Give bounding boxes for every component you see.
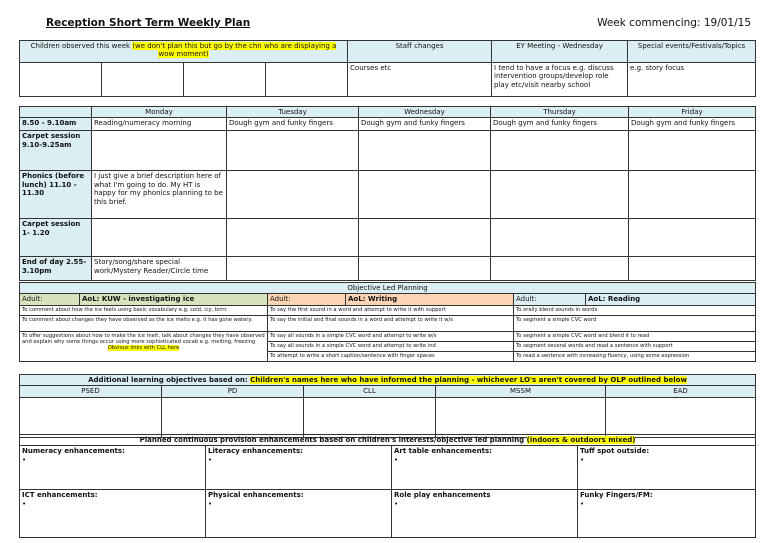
- area-cll: CLL: [304, 386, 436, 397]
- schedule-cell[interactable]: [491, 171, 629, 219]
- schedule-cell[interactable]: [359, 131, 491, 171]
- schedule-cell[interactable]: [227, 171, 359, 219]
- bullet: •: [208, 499, 213, 508]
- week-commencing: Week commencing: 19/01/15: [597, 17, 751, 29]
- time-slot-label: Carpet session 9.10-9.25am: [20, 131, 92, 171]
- literacy-enhancements-label: Literacy enhancements:: [208, 447, 303, 456]
- literacy-enhancements-cell[interactable]: [206, 446, 392, 490]
- cll-links-note: Obvious links with CLL here: [107, 345, 180, 352]
- time-slot-label: Phonics (before lunch) 11.10 - 11.30: [20, 171, 92, 219]
- objective-cell-cll[interactable]: [304, 397, 436, 437]
- schedule-cell[interactable]: [227, 131, 359, 171]
- top-info-table: [19, 40, 756, 97]
- observed-child-cell[interactable]: [184, 63, 266, 97]
- schedule-cell[interactable]: [359, 257, 491, 281]
- olp-aol-kuw: AoL: KUW - investigating ice: [80, 294, 268, 305]
- olp-adult-reading: Adult:: [514, 294, 586, 305]
- reading-objective: To segment a simple CVC word and blend it to read: [514, 331, 756, 341]
- additional-objectives-table: [19, 374, 756, 438]
- additional-note: Children's names here who have informed the planning - whichever LO's aren't covered by OLP outlined below: [250, 376, 687, 384]
- time-slot-label: End of day 2.55-3.10pm: [20, 257, 92, 281]
- art-table-enhancements-label: Art table enhancements:: [394, 447, 492, 456]
- ict-enhancements-cell[interactable]: [20, 490, 206, 538]
- day-header-wednesday: Wednesday: [359, 107, 491, 118]
- area-psed: PSED: [20, 386, 162, 397]
- funky-fingers-label: Funky Fingers/FM:: [580, 491, 653, 500]
- area-ead: EAD: [606, 386, 756, 397]
- writing-objective: To say all sounds in a simple CVC word and attempt to write w/s: [268, 331, 514, 341]
- kuw-objective: To comment about how the ice feels using basic vocabulary e.g. cold, icy, brrrr.: [20, 305, 268, 315]
- olp-adult-kuw: Adult:: [20, 294, 80, 305]
- time-slot-label: Carpet session 1- 1.20: [20, 219, 92, 257]
- reading-objective: To segment several words and read a sentence with support: [514, 341, 756, 351]
- additional-objectives-header: [20, 375, 756, 386]
- time-column-header: [20, 107, 92, 118]
- reading-objective: To segment a simple CVC word: [514, 315, 756, 331]
- schedule-cell: Story/song/share special work/Mystery Reader/Circle time: [92, 257, 227, 281]
- schedule-cell[interactable]: [491, 257, 629, 281]
- funky-fingers-cell[interactable]: [578, 490, 756, 538]
- children-observed-label: Children observed this week: [30, 42, 131, 50]
- schedule-table: [19, 106, 756, 281]
- day-header-tuesday: Tuesday: [227, 107, 359, 118]
- objective-cell-mssm[interactable]: [436, 397, 606, 437]
- time-slot-label: 8.50 - 9.10am: [20, 118, 92, 131]
- objective-cell-pd[interactable]: [162, 397, 304, 437]
- ict-enhancements-label: ICT enhancements:: [22, 491, 98, 500]
- schedule-cell[interactable]: [629, 131, 756, 171]
- bullet: •: [208, 455, 213, 464]
- courses-cell: Courses etc: [348, 63, 492, 97]
- schedule-cell[interactable]: [92, 219, 227, 257]
- olp-table: [19, 282, 756, 362]
- schedule-cell: I just give a brief description here of what I'm going to do. My HT is happy for my phonics planning to be this brief.: [92, 171, 227, 219]
- area-mssm: MSSM: [436, 386, 606, 397]
- role-play-enhancements-cell[interactable]: [392, 490, 578, 538]
- numeracy-enhancements-label: Numeracy enhancements:: [22, 447, 125, 456]
- olp-aol-reading: AoL: Reading: [586, 294, 756, 305]
- writing-objective: To attempt to write a short caption/sentence with finger spaces: [268, 351, 514, 361]
- kuw-objective: To offer suggestions about how to make the ice melt, talk about changes they have observed and explain why some things occur using more sophisticated vocab e.g. melting, freezing: [22, 332, 265, 346]
- schedule-cell[interactable]: [629, 257, 756, 281]
- schedule-cell[interactable]: [491, 219, 629, 257]
- observed-child-cell[interactable]: [20, 63, 102, 97]
- story-focus-cell: e.g. story focus: [628, 63, 756, 97]
- tuff-spot-label: Tuff spot outside:: [580, 447, 650, 456]
- schedule-cell[interactable]: [629, 219, 756, 257]
- schedule-cell[interactable]: [359, 219, 491, 257]
- bullet: •: [580, 455, 585, 464]
- day-header-monday: Monday: [92, 107, 227, 118]
- objective-cell-psed[interactable]: [20, 397, 162, 437]
- writing-objective: To say all sounds in a simple CVC word and attempt to write ind: [268, 341, 514, 351]
- area-pd: PD: [162, 386, 304, 397]
- schedule-cell: Dough gym and funky fingers: [629, 118, 756, 131]
- bullet: •: [22, 455, 27, 464]
- schedule-cell[interactable]: [359, 171, 491, 219]
- schedule-cell[interactable]: [491, 131, 629, 171]
- kuw-objective: To comment about changes they have observed as the ice melts e.g. it has gone watery.: [20, 315, 268, 331]
- observed-child-cell[interactable]: [266, 63, 348, 97]
- art-table-enhancements-cell[interactable]: [392, 446, 578, 490]
- tuff-spot-cell[interactable]: [578, 446, 756, 490]
- children-observed-note: (we don't plan this but go by the chn who are displaying a wow moment): [132, 42, 337, 59]
- physical-enhancements-cell[interactable]: [206, 490, 392, 538]
- role-play-enhancements-label: Role play enhancements: [394, 491, 491, 500]
- special-events-header: Special events/Festivals/Topics: [628, 41, 756, 63]
- continuous-provision-header: [20, 435, 756, 446]
- continuous-note: (indoors & outdoors mixed): [526, 436, 636, 444]
- bullet: •: [394, 455, 399, 464]
- writing-objective: To say the first sound in a word and attempt to write it with support: [268, 305, 514, 315]
- writing-objective: To say the initial and final sounds in a word and attempt to write it w/s: [268, 315, 514, 331]
- physical-enhancements-label: Physical enhancements:: [208, 491, 304, 500]
- ey-focus-cell: I tend to have a focus e.g. discuss intervention groups/develop role play etc/visit nearby school: [492, 63, 628, 97]
- olp-adult-writing: Adult:: [268, 294, 346, 305]
- schedule-cell: Dough gym and funky fingers: [359, 118, 491, 131]
- reading-objective: To read a sentence with increasing fluency, using some expression: [514, 351, 756, 361]
- day-header-thursday: Thursday: [491, 107, 629, 118]
- ey-meeting-header: EY Meeting - Wednesday: [492, 41, 628, 63]
- olp-aol-writing: AoL: Writing: [346, 294, 514, 305]
- schedule-cell: Dough gym and funky fingers: [227, 118, 359, 131]
- numeracy-enhancements-cell[interactable]: [20, 446, 206, 490]
- schedule-cell[interactable]: [227, 257, 359, 281]
- schedule-cell[interactable]: [227, 219, 359, 257]
- bullet: •: [394, 499, 399, 508]
- continuous-provision-table: [19, 434, 756, 538]
- plan-title: Reception Short Term Weekly Plan: [46, 17, 251, 29]
- schedule-cell: Dough gym and funky fingers: [491, 118, 629, 131]
- objective-cell-ead[interactable]: [606, 397, 756, 437]
- schedule-cell[interactable]: [92, 131, 227, 171]
- kuw-objective-extended: [20, 331, 268, 361]
- reading-objective: To orally blend sounds in words: [514, 305, 756, 315]
- day-header-friday: Friday: [629, 107, 756, 118]
- continuous-label: Planned continuous provision enhancements based on children's interests/objective led planning: [139, 436, 525, 444]
- children-observed-header: [20, 41, 348, 63]
- bullet: •: [22, 499, 27, 508]
- olp-title: Objective Led Planning: [20, 283, 756, 294]
- schedule-cell[interactable]: [629, 171, 756, 219]
- bullet: •: [580, 499, 585, 508]
- schedule-cell: Reading/numeracy morning: [92, 118, 227, 131]
- observed-child-cell[interactable]: [102, 63, 184, 97]
- additional-label: Additional learning objectives based on:: [88, 376, 248, 384]
- staff-changes-header: Staff changes: [348, 41, 492, 63]
